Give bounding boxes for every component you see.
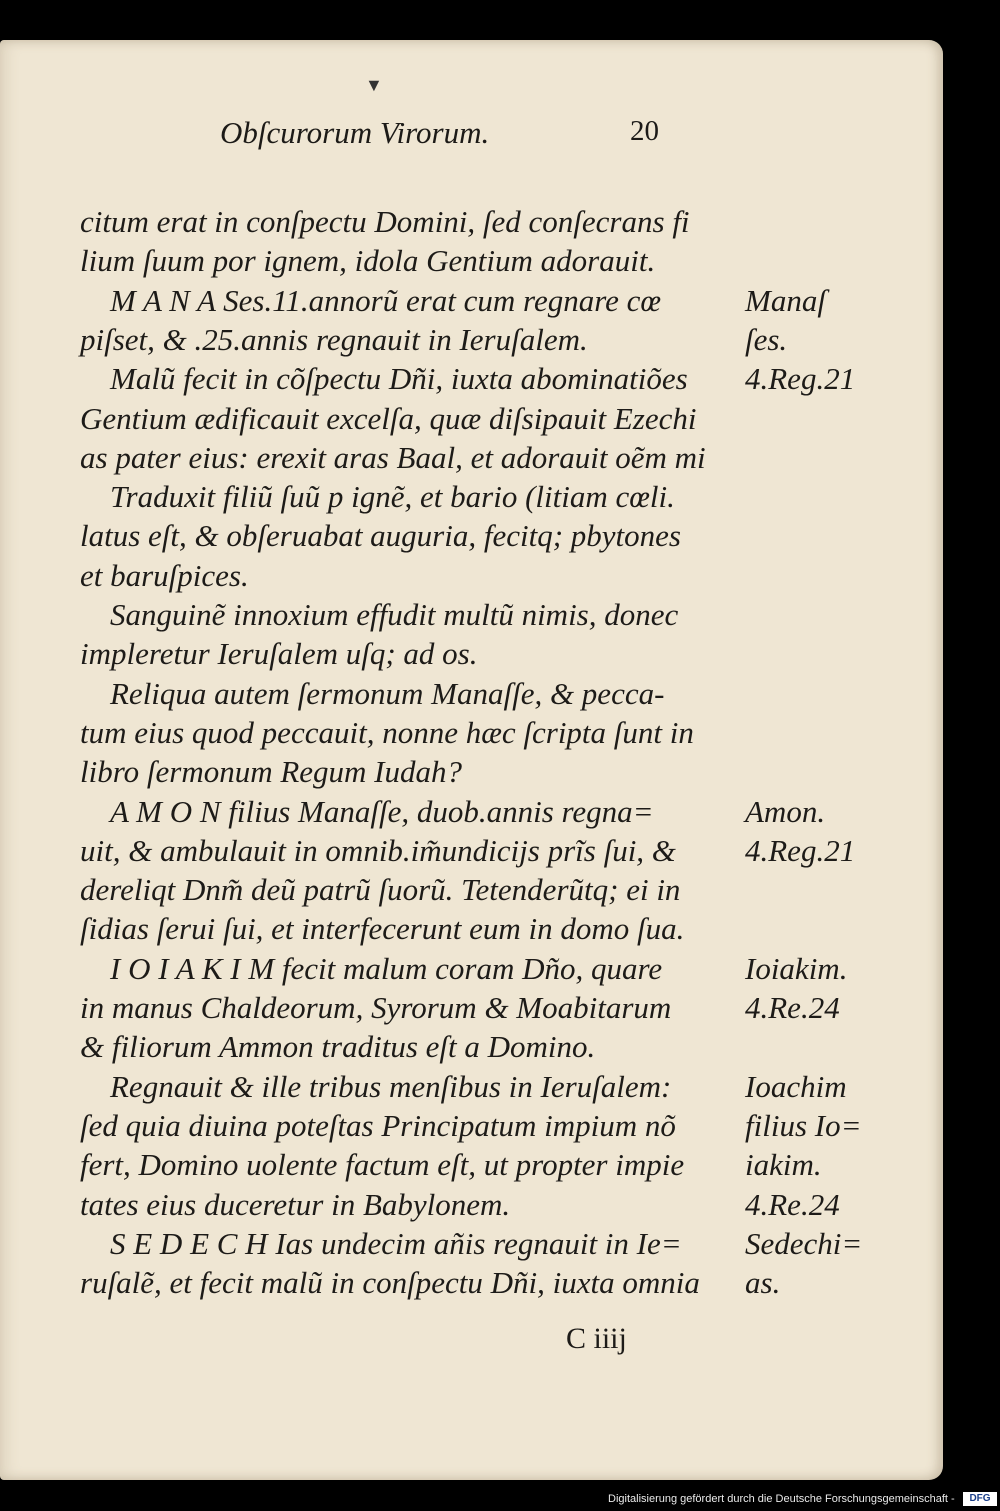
text-line [0,595,943,635]
signature-mark: C iiij [566,1322,627,1355]
marginal-note: 4.Reg.21 [745,832,856,868]
book-page [0,40,943,1480]
text-line [0,477,943,517]
line-text: dereliqt Dnm̃ deũ patrũ ſuorũ. Tetenderũtq; ei in [80,872,681,908]
text-line [0,634,943,674]
line-text: as pater eius: erexit aras Baal, et adorauit oẽm mi [80,439,706,475]
line-text: impleretur Ieruſalem uſq; ad os. [80,636,478,672]
text-line [0,1224,943,1264]
text-line [0,831,943,871]
printer-mark: ▼ [365,75,383,95]
text-line [0,281,943,321]
line-text: latus eſt, & obſeruabat auguria, fecitq; pbytones [80,518,681,554]
line-text: et baruſpices. [80,557,249,593]
text-line [0,713,943,753]
text-line [0,399,943,439]
marginal-note: filius Io= [745,1107,862,1143]
text-line [0,320,943,360]
marginal-note: 4.Re.24 [745,990,840,1025]
line-text: Regnauit & ille tribus menſibus in Ieruſalem: [110,1068,672,1104]
text-line [0,909,943,949]
page-number: 20 [630,115,659,147]
footer-credit: Digitalisierung gefördert durch die Deutsche Forschungsgemeinschaft - [608,1493,955,1505]
marginal-note: 4.Reg.21 [745,361,856,397]
marginal-note: Ioachim [745,1068,847,1104]
line-text: citum erat in conſpectu Domini, ſed conſecrans fi [80,204,690,239]
text-line [0,241,943,281]
text-line [0,1145,943,1185]
line-text: ſed quia diuina poteſtas Principatum impium nõ [80,1107,676,1143]
marginal-note: 4.Re.24 [745,1186,840,1222]
line-text: S E D E C H Ias undecim añis regnauit in Ie= [110,1225,682,1261]
line-text: ſidias ſerui ſui, et interfecerunt eum in domo ſua. [80,911,685,947]
marginal-note: Manaſ [745,282,826,318]
line-text: M A N A Ses.11.annorũ erat cum regnare cœ [110,282,662,318]
line-text: fert, Domino uolente factum eſt, ut propter impie [80,1147,685,1183]
text-line [0,949,943,989]
line-text: lium ſuum por ignem, idola Gentium adorauit. [80,243,656,279]
text-line [0,1106,943,1146]
text-line [0,202,943,242]
line-text: tates eius duceretur in Babylonem. [80,1186,511,1222]
text-line [0,516,943,556]
marginal-note: as. [745,1265,781,1301]
line-text: Traduxit filiũ ſuũ p ignẽ, et bario (litiam cœli. [110,479,675,515]
line-text: A M O N filius Manaſſe, duob.annis regna= [110,793,654,829]
page-header [0,110,943,150]
dfg-logo: DFG [963,1492,997,1506]
text-line [0,1263,943,1303]
text-line [0,438,943,478]
marginal-note: Sedechi= [745,1225,863,1261]
text-line [0,870,943,910]
marginal-note: Amon. [745,793,826,829]
marginal-note: iakim. [745,1147,822,1183]
text-line [0,1027,943,1067]
text-line [0,792,943,832]
marginal-note: Ioiakim. [745,950,848,986]
line-text: libro ſermonum Regum Iudah? [80,754,463,790]
text-line [0,752,943,792]
line-text: Malũ fecit in cõſpectu Dñi, iuxta abominatiões [110,361,688,397]
text-line [0,1067,943,1107]
text-line [0,556,943,596]
line-text: uit, & ambulauit in omnib.im̃undicijs prĩs ſui, & [80,832,676,868]
text-line [0,674,943,714]
line-text: Gentium ædificauit excelſa, quæ diſsipauit Ezechi [80,400,697,436]
line-text: ruſalẽ, et fecit malũ in conſpectu Dñi, iuxta omnia [80,1265,700,1301]
text-line [0,988,943,1028]
line-text: in manus Chaldeorum, Syrorum & Moabitarum [80,990,672,1025]
line-text: piſset, & .25.annis regnauit in Ieruſalem. [80,321,588,357]
marginal-note: ſes. [745,321,788,357]
text-line [0,359,943,399]
line-text: Reliqua autem ſermonum Manaſſe, & pecca- [110,675,665,711]
line-text: & filiorum Ammon traditus eſt a Domino. [80,1029,596,1065]
running-title: Obſcurorum Virorum. [220,115,490,150]
line-text: Sanguinẽ innoxium effudit multũ nimis, donec [110,597,679,632]
line-text: tum eius quod peccauit, nonne hæc ſcripta ſunt in [80,714,694,750]
text-line [0,1185,943,1225]
line-text: I O I A K I M fecit malum coram Dño, quare [110,950,663,986]
